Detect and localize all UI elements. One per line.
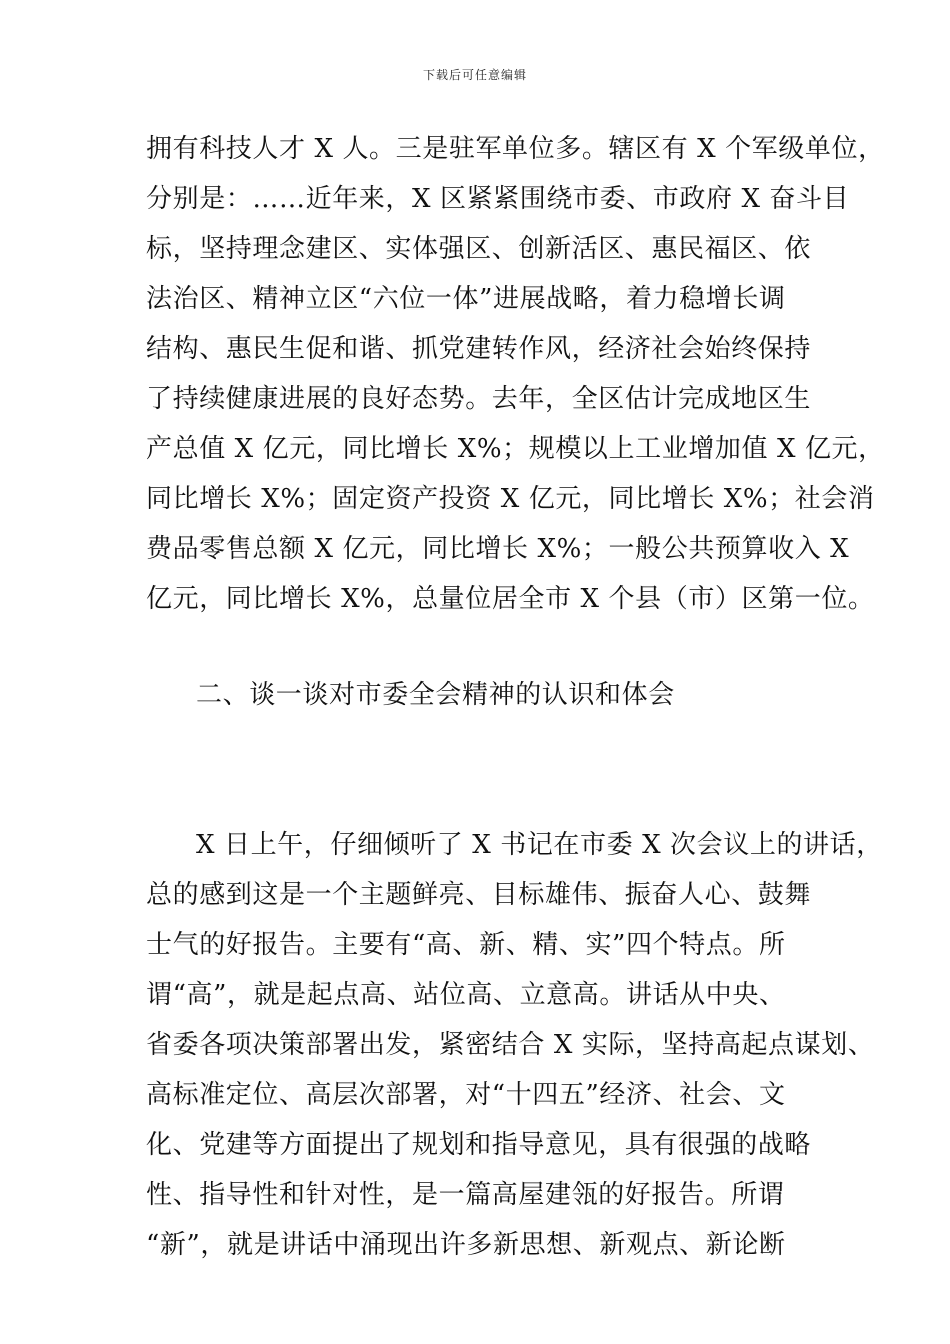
- text-line: 费品零售总额 X 亿元，同比增长 X%；一般公共预算收入 X: [146, 534, 850, 564]
- text-line: 总的感到这是一个主题鲜亮、目标雄伟、振奋人心、鼓舞: [146, 880, 812, 910]
- text-line: 亿元，同比增长 X%，总量位居全市 X 个县（市）区第一位。: [146, 584, 875, 614]
- page-header: 下载后可任意编辑: [422, 68, 527, 82]
- text-line: 性、指导性和针对性，是一篇高屋建瓴的好报告。所谓: [146, 1180, 785, 1210]
- text-line: 谓“高”，就是起点高、站位高、立意高。讲话从中央、: [146, 980, 786, 1010]
- section-heading: [146, 670, 826, 720]
- text-line: 同比增长 X%；固定资产投资 X 亿元，同比增长 X%；社会消: [146, 484, 875, 514]
- text-line: 分别是：……近年来，X 区紧紧围绕市委、市政府 X 奋斗目: [146, 184, 850, 214]
- text-line: 了持续健康进展的良好态势。去年，全区估计完成地区生: [146, 384, 812, 414]
- text-line: 省委各项决策部署出发，紧密结合 X 实际，坚持高起点谋划、: [146, 1030, 875, 1060]
- text-line: 高标准定位、高层次部署，对“十四五”经济、社会、文: [146, 1080, 786, 1110]
- text-line: X 日上午，仔细倾听了 X 书记在市委 X 次会议上的讲话，: [196, 830, 883, 860]
- paragraph-district-overview: [146, 124, 885, 624]
- text-line: 化、党建等方面提出了规划和指导意见，具有很强的战略: [146, 1130, 812, 1160]
- text-line: 标，坚持理念建区、实体强区、创新活区、惠民福区、依: [146, 234, 812, 264]
- text-line: 士气的好报告。主要有“高、新、精、实”四个特点。所: [146, 930, 786, 960]
- section-heading-text: 二、谈一谈对市委全会精神的认识和体会: [196, 680, 675, 710]
- text-line: “新”，就是讲话中涌现出许多新思想、新观点、新论断: [146, 1230, 786, 1260]
- paragraph-plenary-reflection: [146, 820, 883, 1270]
- text-line: 拥有科技人才 X 人。三是驻军单位多。辖区有 X 个军级单位，: [146, 134, 885, 164]
- text-line: 法治区、精神立区“六位一体”进展战略，着力稳增长调: [146, 284, 786, 314]
- text-line: 产总值 X 亿元，同比增长 X%；规模以上工业增加值 X 亿元，: [146, 434, 885, 464]
- text-line: 结构、惠民生促和谐、抓党建转作风，经济社会始终保持: [146, 334, 812, 364]
